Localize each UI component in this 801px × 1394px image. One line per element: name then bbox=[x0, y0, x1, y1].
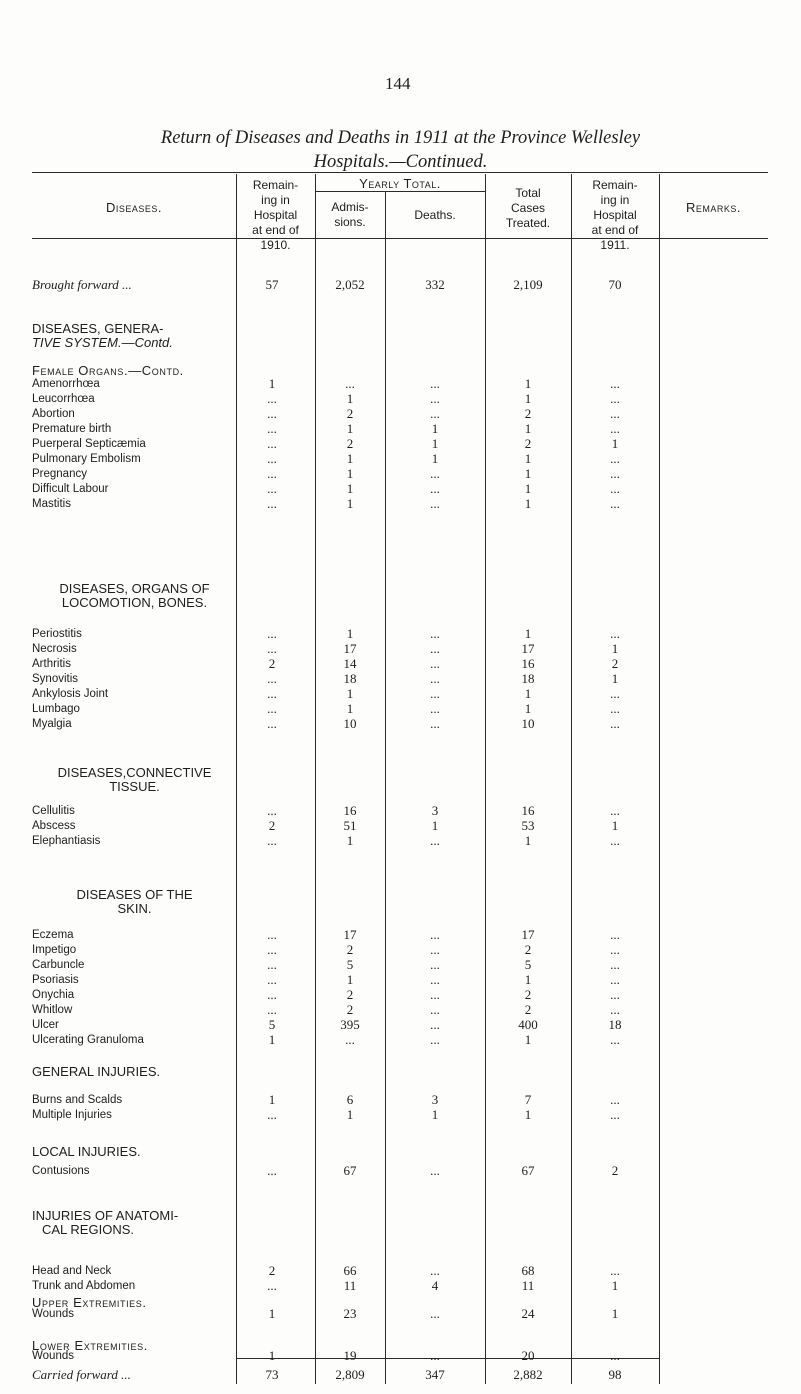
column-rule-3 bbox=[385, 192, 386, 1384]
cell-value: ... bbox=[430, 927, 440, 942]
disease-label: Trunk and Abdomen bbox=[32, 1280, 136, 1292]
cell-value: 1 bbox=[431, 421, 439, 436]
table-row bbox=[0, 928, 801, 942]
disease-label: Impetigo bbox=[32, 944, 77, 956]
cell-value: 2 bbox=[346, 942, 354, 957]
cell-value: ... bbox=[345, 1032, 355, 1047]
cell-value: ... bbox=[610, 987, 620, 1002]
disease-label: Myalgia bbox=[32, 718, 72, 730]
cell-value: ... bbox=[610, 833, 620, 848]
cell-value: 17 bbox=[521, 927, 535, 942]
table-row bbox=[0, 988, 801, 1002]
disease-label: Onychia bbox=[32, 989, 75, 1001]
cell-value: ... bbox=[610, 406, 620, 421]
cell-value: 1 bbox=[431, 451, 439, 466]
cell-value: ... bbox=[610, 376, 620, 391]
cell-value: ... bbox=[430, 1017, 440, 1032]
section-anatomical-regions: INJURIES OF ANATOMI- CAL REGIONS. bbox=[32, 1208, 179, 1237]
cell-value: ... bbox=[430, 626, 440, 641]
cell-value: ... bbox=[610, 927, 620, 942]
cell-value: ... bbox=[267, 701, 277, 716]
cell-value: 2 bbox=[524, 1002, 532, 1017]
table-top-rule bbox=[32, 172, 768, 173]
table-row bbox=[0, 687, 801, 701]
section-connective-tissue: DISEASES,CONNECTIVE TISSUE. bbox=[57, 765, 212, 794]
cell-value: 1 bbox=[346, 1107, 354, 1122]
cell-value: ... bbox=[267, 987, 277, 1002]
cell-value: ... bbox=[267, 391, 277, 406]
table-row bbox=[0, 1164, 801, 1178]
cell-value: 1 bbox=[611, 671, 619, 686]
disease-label: Puerperal Septicæmia bbox=[32, 438, 146, 450]
cell-value: 5 bbox=[268, 1017, 276, 1032]
cell-value: 1 bbox=[346, 496, 354, 511]
cell-value: 1 bbox=[524, 451, 532, 466]
cell-value: ... bbox=[267, 716, 277, 731]
cell-value: ... bbox=[610, 686, 620, 701]
cell-value: ... bbox=[610, 972, 620, 987]
disease-label: Synovitis bbox=[32, 673, 79, 685]
cell-value: 17 bbox=[343, 927, 357, 942]
disease-label: Periostitis bbox=[32, 628, 82, 640]
cell-value: 1 bbox=[611, 641, 619, 656]
header-diseases: Diseases. bbox=[105, 200, 163, 215]
disease-label: Ulcer bbox=[32, 1019, 59, 1031]
table-row bbox=[0, 1279, 801, 1293]
cell-value: 5 bbox=[524, 957, 532, 972]
section-skin: DISEASES OF THE SKIN. bbox=[76, 887, 193, 916]
disease-label: Ulcerating Granuloma bbox=[32, 1034, 144, 1046]
cell-value: ... bbox=[430, 716, 440, 731]
cell-value: 7 bbox=[524, 1092, 532, 1107]
cell-value: 16 bbox=[521, 803, 535, 818]
cell-value: 1 bbox=[524, 701, 532, 716]
cell-value: 2 bbox=[268, 818, 276, 833]
cell-value: ... bbox=[610, 1107, 620, 1122]
table-row bbox=[0, 1003, 801, 1017]
cell-value: ... bbox=[430, 1002, 440, 1017]
cell-value: 20 bbox=[521, 1348, 535, 1363]
cell-value: ... bbox=[610, 481, 620, 496]
table-row bbox=[0, 1349, 801, 1363]
cell-value: ... bbox=[430, 1163, 440, 1178]
cell-value: 23 bbox=[343, 1306, 357, 1321]
cell-value: ... bbox=[430, 1348, 440, 1363]
cell-value: 1 bbox=[524, 686, 532, 701]
cell-value: ... bbox=[430, 496, 440, 511]
disease-label: Difficult Labour bbox=[32, 483, 109, 495]
cell-value: ... bbox=[430, 987, 440, 1002]
disease-label: Eczema bbox=[32, 929, 74, 941]
header-admissions: Admis- sions. bbox=[331, 200, 369, 229]
cell-value: ... bbox=[430, 701, 440, 716]
cell-value: 16 bbox=[343, 803, 357, 818]
disease-label: Abscess bbox=[32, 820, 76, 832]
table-row bbox=[0, 702, 801, 716]
disease-label: Cellulitis bbox=[32, 805, 75, 817]
cell-value: 1 bbox=[524, 421, 532, 436]
column-rule-6 bbox=[659, 174, 660, 1384]
cell-value: ... bbox=[267, 451, 277, 466]
section-lower-extremities: Lower Extremities. bbox=[32, 1338, 148, 1353]
cell-value: 18 bbox=[521, 671, 535, 686]
cell-value: 1 bbox=[524, 833, 532, 848]
cell-value: ... bbox=[430, 481, 440, 496]
cell-value: ... bbox=[267, 406, 277, 421]
cell-value: 1 bbox=[346, 972, 354, 987]
cell-value: ... bbox=[430, 686, 440, 701]
table-row bbox=[0, 1093, 801, 1107]
cell-value: ... bbox=[267, 686, 277, 701]
cell-value: ... bbox=[267, 927, 277, 942]
cell-value: 1 bbox=[431, 1107, 439, 1122]
table-row bbox=[0, 1264, 801, 1278]
cell-value: 16 bbox=[521, 656, 535, 671]
table-row bbox=[0, 1307, 801, 1321]
cell-value: ... bbox=[267, 626, 277, 641]
section-local-injuries: LOCAL INJURIES. bbox=[32, 1144, 141, 1159]
cell-value: 67 bbox=[521, 1163, 535, 1178]
table-row bbox=[0, 943, 801, 957]
cell-value: 67 bbox=[343, 1163, 357, 1178]
cell-value: 2 bbox=[346, 406, 354, 421]
disease-label: Head and Neck bbox=[32, 1265, 112, 1277]
cell-value: ... bbox=[610, 1092, 620, 1107]
disease-label: Premature birth bbox=[32, 423, 112, 435]
cell-value: 1 bbox=[346, 481, 354, 496]
cell-value: ... bbox=[610, 1263, 620, 1278]
table-row bbox=[0, 467, 801, 481]
page-title bbox=[0, 126, 801, 174]
disease-label: Psoriasis bbox=[32, 974, 79, 986]
disease-label: Pulmonary Embolism bbox=[32, 453, 141, 465]
table-row bbox=[0, 717, 801, 731]
disease-label: Leucorrhœa bbox=[32, 393, 95, 405]
cell-value: ... bbox=[610, 716, 620, 731]
cell-value: 17 bbox=[343, 641, 357, 656]
brought-forward-label: Brought forward ... bbox=[32, 277, 132, 292]
table-row bbox=[0, 482, 801, 496]
cell-value: 1 bbox=[268, 1032, 276, 1047]
header-deaths: Deaths. bbox=[414, 208, 456, 222]
cell-value: 1 bbox=[611, 818, 619, 833]
cell-value: 10 bbox=[343, 716, 357, 731]
cell-value: ... bbox=[610, 626, 620, 641]
cell-value: 1 bbox=[346, 701, 354, 716]
cell-value: 2 bbox=[524, 406, 532, 421]
table-row bbox=[0, 958, 801, 972]
cell-value: 2 bbox=[611, 656, 619, 671]
cell-value: ... bbox=[267, 496, 277, 511]
table-row bbox=[0, 1108, 801, 1122]
cell-value: 1 bbox=[524, 972, 532, 987]
column-rule-5 bbox=[571, 174, 572, 1384]
cell-value: 53 bbox=[521, 818, 535, 833]
cell-value: ... bbox=[610, 466, 620, 481]
cell-value: ... bbox=[345, 376, 355, 391]
disease-label: Wounds bbox=[32, 1308, 74, 1320]
table-row bbox=[0, 627, 801, 641]
cell-value: 1 bbox=[268, 1306, 276, 1321]
table-row bbox=[0, 819, 801, 833]
cell-value: 51 bbox=[343, 818, 357, 833]
cell-value: 1 bbox=[524, 481, 532, 496]
cell-value: 24 bbox=[521, 1306, 535, 1321]
table-row bbox=[0, 422, 801, 436]
cell-value: 1 bbox=[268, 376, 276, 391]
header-remaining-1911: Remain- ing in Hospital at end of 1911. bbox=[591, 178, 639, 252]
cell-value: 1 bbox=[346, 686, 354, 701]
cell-value: ... bbox=[430, 641, 440, 656]
cell-value: 11 bbox=[343, 1278, 357, 1293]
section-general-injuries: GENERAL INJURIES. bbox=[32, 1064, 161, 1079]
cell-value: ... bbox=[610, 957, 620, 972]
page-number: 144 bbox=[385, 74, 411, 93]
cell-value: ... bbox=[430, 942, 440, 957]
column-rule-2 bbox=[315, 174, 316, 1384]
section-organs-of-locomotion: DISEASES, ORGANS OF LOCOMOTION, BONES. bbox=[59, 581, 210, 610]
cell-value: 1 bbox=[431, 818, 439, 833]
cell-value: ... bbox=[430, 391, 440, 406]
section-upper-extremities: Upper Extremities. bbox=[32, 1295, 147, 1310]
yearly-total-rule bbox=[315, 191, 485, 192]
cell-value: ... bbox=[430, 1263, 440, 1278]
cell-value: ... bbox=[610, 421, 620, 436]
disease-label: Multiple Injuries bbox=[32, 1109, 112, 1121]
cell-value: 1 bbox=[346, 391, 354, 406]
cell-value: ... bbox=[430, 1306, 440, 1321]
carried-forward-row: Carried forward ... 73 2,809 347 2,882 98 bbox=[32, 1367, 622, 1382]
table-row bbox=[0, 657, 801, 671]
cell-value: 3 bbox=[431, 1092, 439, 1107]
cell-value: ... bbox=[610, 1032, 620, 1047]
cell-value: ... bbox=[610, 1002, 620, 1017]
carried-forward-label: Carried forward ... bbox=[32, 1367, 131, 1382]
cell-value: 68 bbox=[521, 1263, 535, 1278]
cell-value: 1 bbox=[524, 496, 532, 511]
disease-label: Abortion bbox=[32, 408, 75, 420]
table-row bbox=[0, 407, 801, 421]
disease-label: Elephantiasis bbox=[32, 835, 101, 847]
cell-value: 1 bbox=[431, 436, 439, 451]
cell-value: 2 bbox=[524, 942, 532, 957]
cell-value: ... bbox=[267, 1002, 277, 1017]
disease-label: Lumbago bbox=[32, 703, 80, 715]
cell-value: 1 bbox=[524, 376, 532, 391]
cell-value: 400 bbox=[518, 1017, 538, 1032]
cell-value: 2 bbox=[524, 987, 532, 1002]
cell-value: ... bbox=[430, 833, 440, 848]
cell-value: 1 bbox=[346, 833, 354, 848]
cell-value: 1 bbox=[611, 1306, 619, 1321]
cell-value: ... bbox=[430, 957, 440, 972]
cell-value: ... bbox=[267, 1107, 277, 1122]
cell-value: ... bbox=[267, 436, 277, 451]
table-row bbox=[0, 1018, 801, 1032]
cell-value: 19 bbox=[343, 1348, 357, 1363]
disease-label: Necrosis bbox=[32, 643, 77, 655]
cell-value: ... bbox=[267, 1163, 277, 1178]
cell-value: ... bbox=[267, 833, 277, 848]
table-row bbox=[0, 1033, 801, 1047]
cell-value: 18 bbox=[343, 671, 357, 686]
cell-value: 1 bbox=[346, 466, 354, 481]
cell-value: ... bbox=[267, 942, 277, 957]
cell-value: ... bbox=[610, 391, 620, 406]
cell-value: ... bbox=[430, 972, 440, 987]
cell-value: 66 bbox=[343, 1263, 357, 1278]
cell-value: 2 bbox=[524, 436, 532, 451]
cell-value: 10 bbox=[521, 716, 535, 731]
cell-value: ... bbox=[267, 803, 277, 818]
cell-value: ... bbox=[610, 942, 620, 957]
header-remarks: Remarks. bbox=[685, 200, 741, 215]
cell-value: 2 bbox=[268, 656, 276, 671]
cell-value: 6 bbox=[346, 1092, 354, 1107]
table-row bbox=[0, 834, 801, 848]
cell-value: 2 bbox=[611, 1163, 619, 1178]
cell-value: ... bbox=[610, 803, 620, 818]
cell-value: 1 bbox=[611, 1278, 619, 1293]
header-remaining-1910: Remain- ing in Hospital at end of 1910. bbox=[252, 178, 299, 252]
cell-value: 2 bbox=[268, 1263, 276, 1278]
table-row bbox=[0, 973, 801, 987]
cell-value: 395 bbox=[340, 1017, 360, 1032]
disease-label: Burns and Scalds bbox=[32, 1094, 123, 1106]
title-line-1: Return of Diseases and Deaths in 1911 at the Province Wellesley bbox=[160, 128, 641, 148]
cell-value: 3 bbox=[431, 803, 439, 818]
cell-value: ... bbox=[610, 496, 620, 511]
header-total-cases: Total Cases Treated. bbox=[505, 186, 551, 230]
cell-value: ... bbox=[267, 671, 277, 686]
table-row bbox=[0, 392, 801, 406]
disease-label: Contusions bbox=[32, 1165, 90, 1177]
column-rule-4 bbox=[485, 174, 486, 1384]
cell-value: ... bbox=[610, 451, 620, 466]
cell-value: 18 bbox=[608, 1017, 622, 1032]
cell-value: 1 bbox=[524, 1107, 532, 1122]
brought-forward-row: Brought forward ... 57 2,052 332 2,109 70 bbox=[32, 277, 622, 292]
cell-value: ... bbox=[430, 406, 440, 421]
cell-value: ... bbox=[267, 957, 277, 972]
table-row bbox=[0, 497, 801, 511]
table-row bbox=[0, 452, 801, 466]
table-row bbox=[0, 804, 801, 818]
disease-label: Carbuncle bbox=[32, 959, 85, 971]
cell-value: 4 bbox=[431, 1278, 439, 1293]
table-row bbox=[0, 437, 801, 451]
cell-value: 1 bbox=[346, 626, 354, 641]
cell-value: ... bbox=[430, 671, 440, 686]
cell-value: ... bbox=[267, 421, 277, 436]
cell-value: 1 bbox=[611, 436, 619, 451]
disease-label: Amenorrhœa bbox=[32, 378, 100, 390]
header-yearly-total: Yearly Total. bbox=[359, 176, 441, 191]
cell-value: 5 bbox=[346, 957, 354, 972]
cell-value: 1 bbox=[524, 466, 532, 481]
cell-value: ... bbox=[430, 466, 440, 481]
cell-value: ... bbox=[610, 701, 620, 716]
cell-value: 14 bbox=[343, 656, 357, 671]
cell-value: ... bbox=[267, 1278, 277, 1293]
disease-label: Ankylosis Joint bbox=[32, 688, 109, 700]
cell-value: 2 bbox=[346, 987, 354, 1002]
disease-label: Wounds bbox=[32, 1350, 74, 1362]
cell-value: 1 bbox=[524, 1032, 532, 1047]
section-female-organs: Female Organs.—Contd. bbox=[32, 363, 184, 378]
cell-value: ... bbox=[267, 466, 277, 481]
cell-value: 1 bbox=[346, 421, 354, 436]
cell-value: 11 bbox=[521, 1278, 535, 1293]
cell-value: ... bbox=[610, 1348, 620, 1363]
cell-value: 1 bbox=[268, 1348, 276, 1363]
cell-value: ... bbox=[430, 376, 440, 391]
cell-value: 2 bbox=[346, 436, 354, 451]
cell-value: 1 bbox=[268, 1092, 276, 1107]
table-row bbox=[0, 672, 801, 686]
cell-value: ... bbox=[267, 481, 277, 496]
cell-value: ... bbox=[430, 656, 440, 671]
title-line-2: Hospitals.—Continued. bbox=[313, 152, 488, 172]
cell-value: ... bbox=[267, 972, 277, 987]
disease-label: Mastitis bbox=[32, 498, 71, 510]
disease-label: Pregnancy bbox=[32, 468, 87, 480]
table-row bbox=[0, 377, 801, 391]
table-row bbox=[0, 642, 801, 656]
cell-value: 2 bbox=[346, 1002, 354, 1017]
cell-value: 17 bbox=[521, 641, 535, 656]
section-generative-system: DISEASES, GENERA- TIVE SYSTEM.—Contd. bbox=[32, 321, 173, 350]
cell-value: 1 bbox=[346, 451, 354, 466]
cell-value: 1 bbox=[524, 391, 532, 406]
disease-label: Arthritis bbox=[32, 658, 71, 670]
cell-value: 1 bbox=[524, 626, 532, 641]
disease-label: Whitlow bbox=[32, 1004, 73, 1016]
cell-value: ... bbox=[267, 641, 277, 656]
cell-value: ... bbox=[430, 1032, 440, 1047]
